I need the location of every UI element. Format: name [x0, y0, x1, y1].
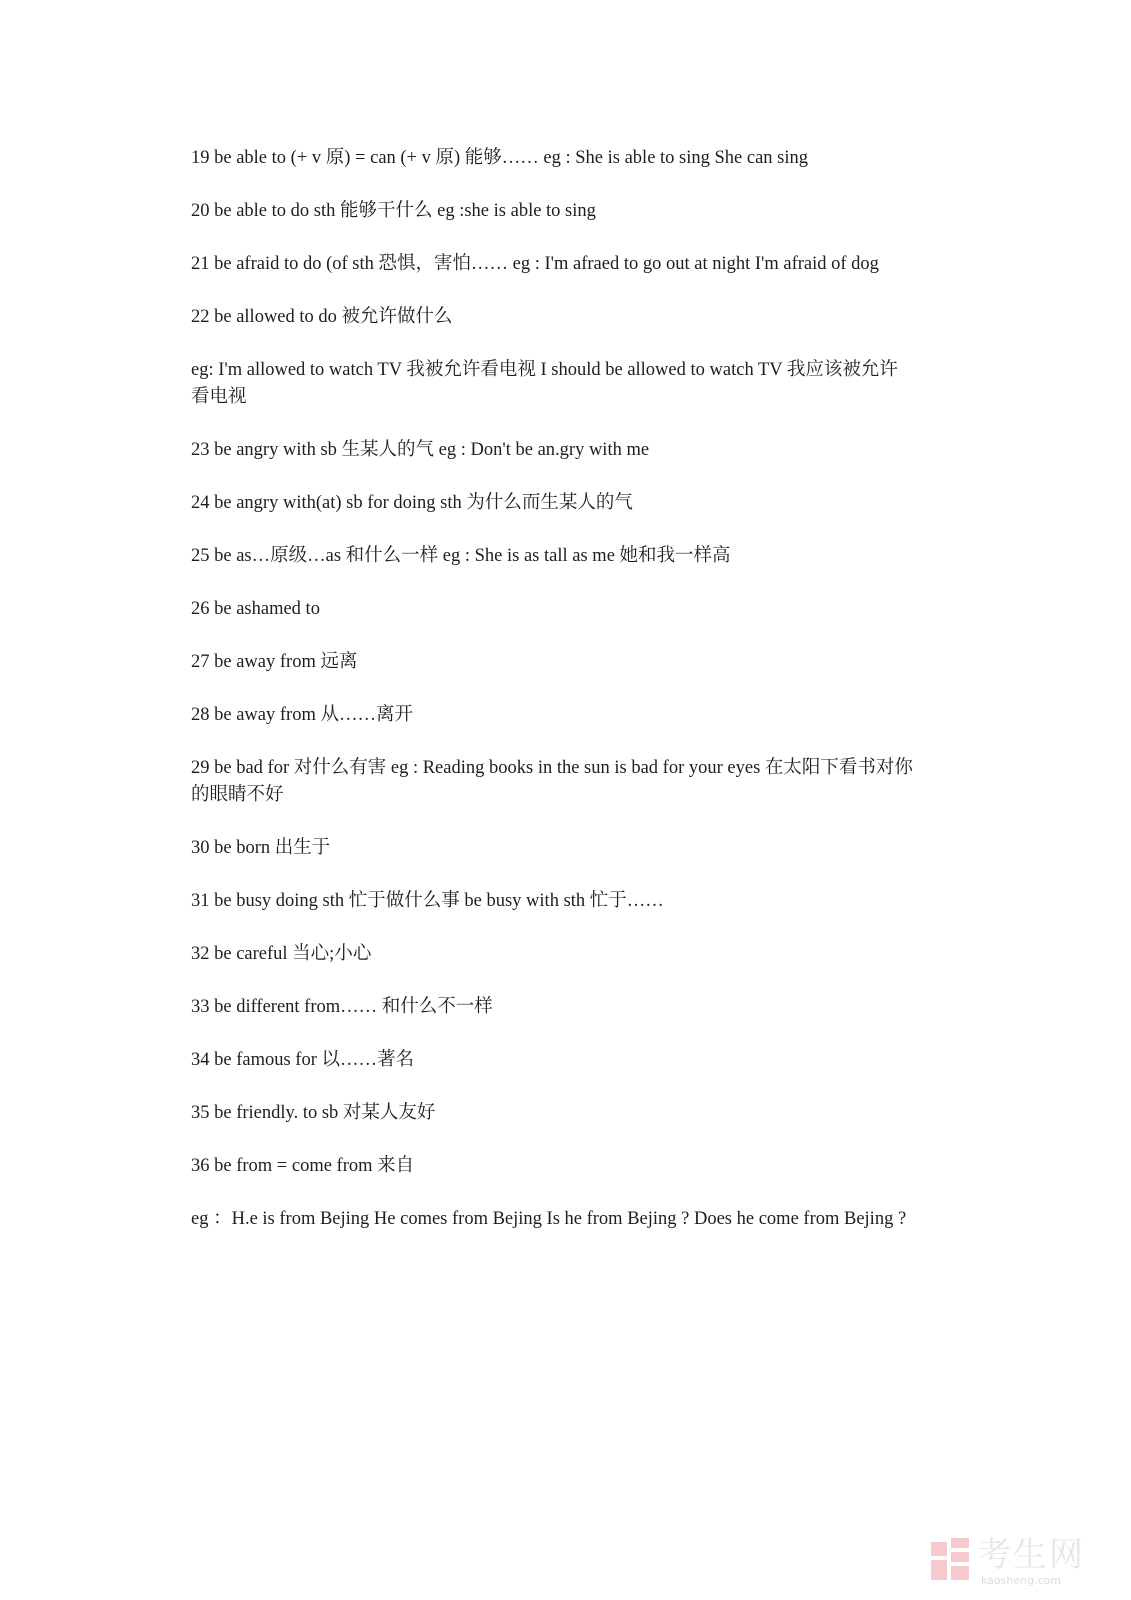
phrase-entry-36: 36 be from = come from 来自 — [191, 1156, 415, 1176]
phrase-example-22: eg: I'm allowed to watch TV 我被允许看电视 I should be allowed to watch TV 我应该被允许看电视 — [191, 360, 898, 407]
watermark-url: kaosheng.com — [981, 1574, 1062, 1587]
phrase-entry-22: 22 be allowed to do 被允许做什么 — [191, 307, 453, 327]
phrase-entry-29: 29 be bad for 对什么有害 eg : Reading books in the sun is bad for your eyes 在太阳下看书对你的眼睛不好 — [191, 758, 913, 805]
phrase-list — [191, 145, 916, 1259]
phrase-entry-21: 21 be afraid to do (of sth 恐惧，害怕…… eg : I'm afraed to go out at night I'm afraid of dog — [191, 254, 879, 274]
phrase-entry-35: 35 be friendly. to sb 对某人友好 — [191, 1103, 436, 1123]
phrase-entry-24: 24 be angry with(at) sb for doing sth 为什么而生某人的气 — [191, 493, 633, 513]
phrase-entry-32: 32 be careful 当心;小心 — [191, 944, 372, 964]
phrase-entry-30: 30 be born 出生于 — [191, 838, 331, 858]
watermark-title: 考生网 — [977, 1535, 1085, 1575]
phrase-entry-25: 25 be as…原级…as 和什么一样 eg : She is as tall as me 她和我一样高 — [191, 546, 731, 566]
site-watermark — [931, 1535, 1109, 1590]
phrase-entry-19: 19 be able to (+ v 原) = can (+ v 原) 能够…… eg : She is able to sing She can sing — [191, 148, 809, 168]
phrase-entry-28: 28 be away from 从……离开 — [191, 705, 413, 725]
watermark-text — [977, 1535, 1085, 1587]
phrase-entry-31: 31 be busy doing sth 忙于做什么事 be busy with sth 忙于…… — [191, 891, 664, 911]
phrase-example-36: eg ：H.e is from Bejing He comes from Bejing Is he from Bejing ? Does he come from Bejing ? — [191, 1209, 907, 1229]
watermark-logo-icon — [931, 1538, 971, 1582]
phrase-entry-34: 34 be famous for 以……著名 — [191, 1050, 414, 1070]
phrase-entry-23: 23 be angry with sb 生某人的气 eg : Don't be an.gry with me — [191, 440, 650, 460]
phrase-entry-26: 26 be ashamed to — [191, 599, 320, 619]
phrase-entry-20: 20 be able to do sth 能够干什么 eg :she is able to sing — [191, 201, 596, 221]
phrase-entry-27: 27 be away from 远离 — [191, 652, 358, 672]
phrase-entry-33: 33 be different from…… 和什么不一样 — [191, 997, 493, 1017]
